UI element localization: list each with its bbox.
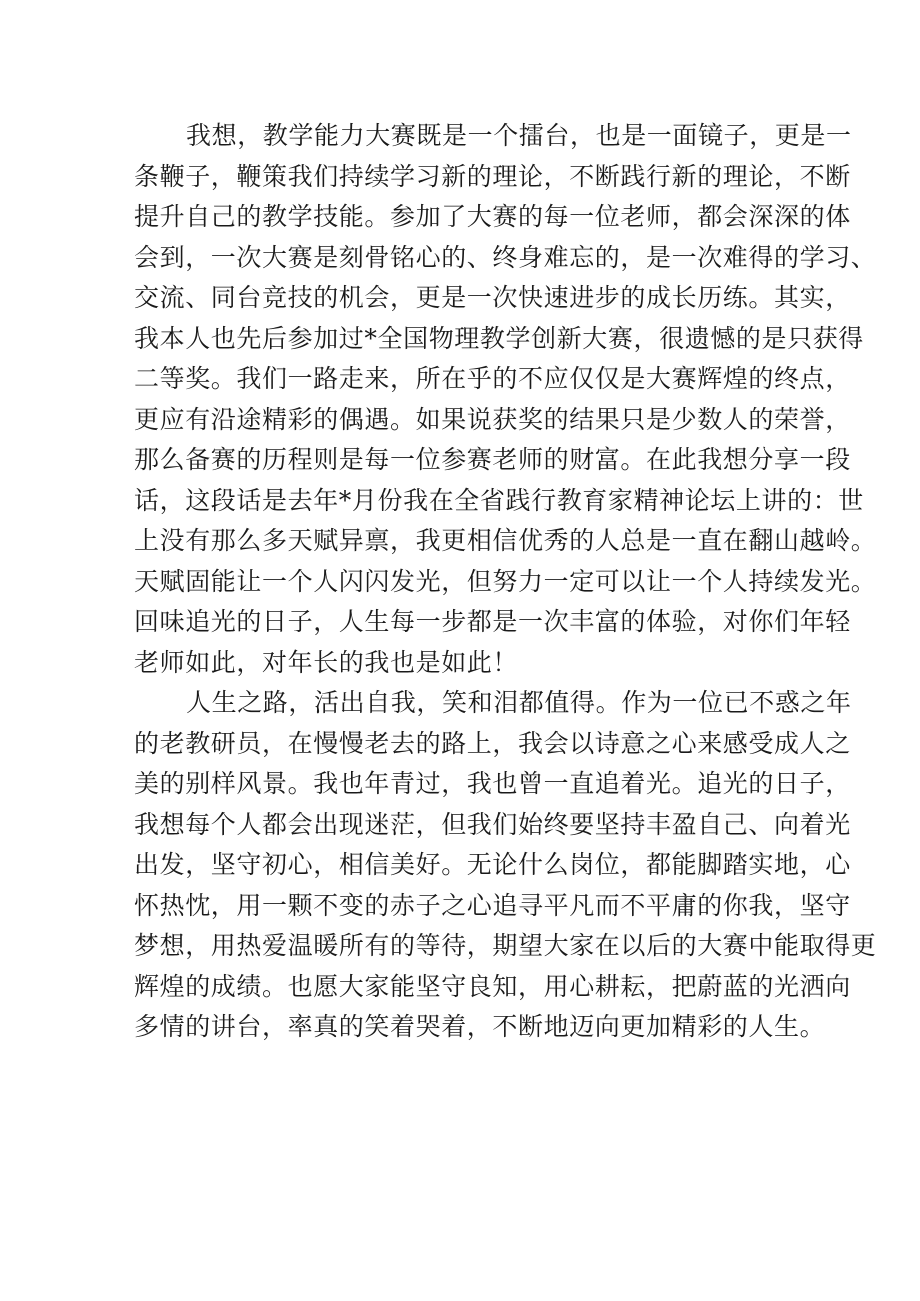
- body-text: [134, 116, 877, 1048]
- text-line: 回味追光的日子，人生每一步都是一次丰富的体验，对你们年轻: [134, 607, 851, 636]
- text-line: 我想，教学能力大赛既是一个擂台，也是一面镜子，更是一: [186, 121, 852, 150]
- text-line: 的老教研员，在慢慢老去的路上，我会以诗意之心来感受成人之: [134, 728, 851, 758]
- text-line: 上没有那么多天赋异禀，我更相信优秀的人总是一直在翻山越岭。: [134, 526, 877, 555]
- text-line: 会到，一次大赛是刻骨铭心的、终身难忘的，是一次难得的学习、: [134, 242, 877, 272]
- text-line: 话，这段话是去年*月份我在全省践行教育家精神论坛上讲的：世: [134, 485, 864, 515]
- text-line: 老师如此，对年长的我也是如此！: [134, 647, 519, 677]
- paragraph-1: [134, 116, 877, 683]
- text-line: 二等奖。我们一路走来，所在乎的不应仅仅是大赛辉煌的终点，: [134, 364, 851, 393]
- text-line: 辉煌的成绩。也愿大家能坚守良知，用心耕耘，把蔚蓝的光洒向: [134, 971, 851, 1001]
- text-line: 人生之路，活出自我，笑和泪都值得。作为一位已不惑之年: [186, 688, 852, 717]
- text-line: 条鞭子，鞭策我们持续学习新的理论，不断践行新的理论，不断: [134, 161, 851, 191]
- text-line: 交流、同台竞技的机会，更是一次快速进步的成长历练。其实，: [134, 283, 851, 312]
- text-line: 梦想，用热爱温暖所有的等待，期望大家在以后的大赛中能取得更: [134, 931, 877, 960]
- text-line: 那么备赛的历程则是每一位参赛老师的财富。在此我想分享一段: [134, 445, 851, 474]
- text-line: 多情的讲台，率真的笑着哭着，不断地迈向更加精彩的人生。: [134, 1012, 826, 1041]
- text-line: 怀热忱，用一颗不变的赤子之心追寻平凡而不平庸的你我，坚守: [134, 890, 851, 920]
- text-line: 更应有沿途精彩的偶遇。如果说获奖的结果只是少数人的荣誉，: [134, 404, 851, 434]
- text-line: 美的别样风景。我也年青过，我也曾一直追着光。追光的日子，: [134, 769, 851, 798]
- text-line: 我想每个人都会出现迷茫，但我们始终要坚持丰盈自己、向着光: [134, 809, 851, 839]
- text-line: 出发，坚守初心，相信美好。无论什么岗位，都能脚踏实地，心: [134, 850, 851, 879]
- text-line: 我本人也先后参加过*全国物理教学创新大赛，很遗憾的是只获得: [134, 323, 864, 353]
- paragraph-2: [134, 683, 877, 1048]
- text-line: 天赋固能让一个人闪闪发光，但努力一定可以让一个人持续发光。: [134, 566, 877, 596]
- text-line: 提升自己的教学技能。参加了大赛的每一位老师，都会深深的体: [134, 202, 851, 231]
